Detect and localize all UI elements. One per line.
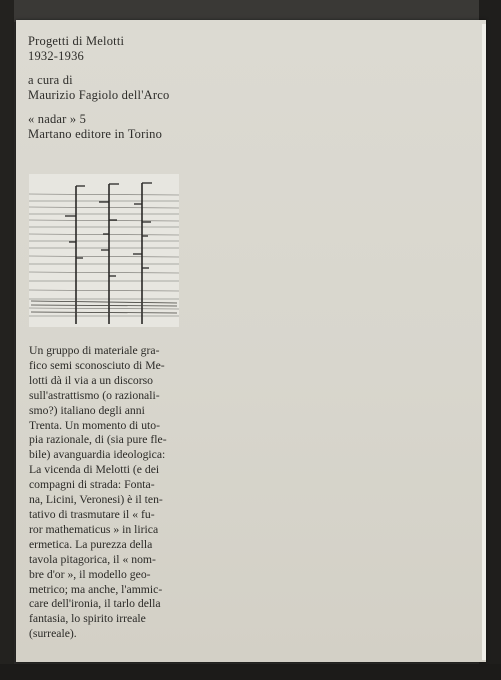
curator-name: Maurizio Fagiolo dell'Arco [28,88,170,102]
background-left [0,0,14,680]
blurb-line: pia razionale, di (sia pure fle- [29,433,167,447]
publisher-label: Martano editore in Torino [28,127,163,141]
blurb-line: metrico; ma anche, l'ammic- [29,582,163,596]
book-years: 1932-1936 [28,49,84,63]
blurb-line: Un gruppo di materiale gra- [29,344,160,357]
background-top [0,0,501,22]
book-cover [16,20,486,662]
blurb-line: La vicenda di Melotti (e dei [29,463,160,477]
blurb-line: bre d'or », il modello geo- [29,567,151,581]
cover-illustration [29,174,179,327]
cover-header [28,34,288,142]
blurb-line: fantasia, lo spirito irreale [29,612,146,626]
blurb-line: Trenta. Un momento di uto- [29,418,161,432]
blurb-line: bile) avanguardia ideologica: [29,448,166,462]
line-drawing-image [29,174,179,327]
blurb-line: fico semi sconosciuto di Me- [29,358,165,372]
blurb-line: smo?) italiano degli anni [29,403,145,417]
series-label: « nadar » 5 [28,112,87,126]
curator-prefix: a cura di [28,73,73,87]
blurb-line: care dell'ironia, il tarlo della [29,597,161,611]
blurb-line: ermetica. La purezza della [29,537,153,551]
blurb-line: tavola pitagorica, il « nom- [29,552,156,566]
background-bottom [0,664,501,680]
blurb-line: na, Licini, Veronesi) è il ten- [29,493,163,507]
blurb-text [29,344,189,642]
blurb-line: lotti dà il via a un discorso [29,373,153,387]
page-edge [482,24,486,660]
blurb-line: compagni di strada: Fonta- [29,478,155,492]
blurb-line: sull'astrattismo (o razionali- [29,388,160,402]
blurb-line: tativo di trasmutare il « fu- [29,507,155,521]
book-title: Progetti di Melotti [28,34,125,48]
blurb-line: ror mathematicus » in lirica [29,522,159,536]
blurb-line: (surreale). [29,627,77,641]
